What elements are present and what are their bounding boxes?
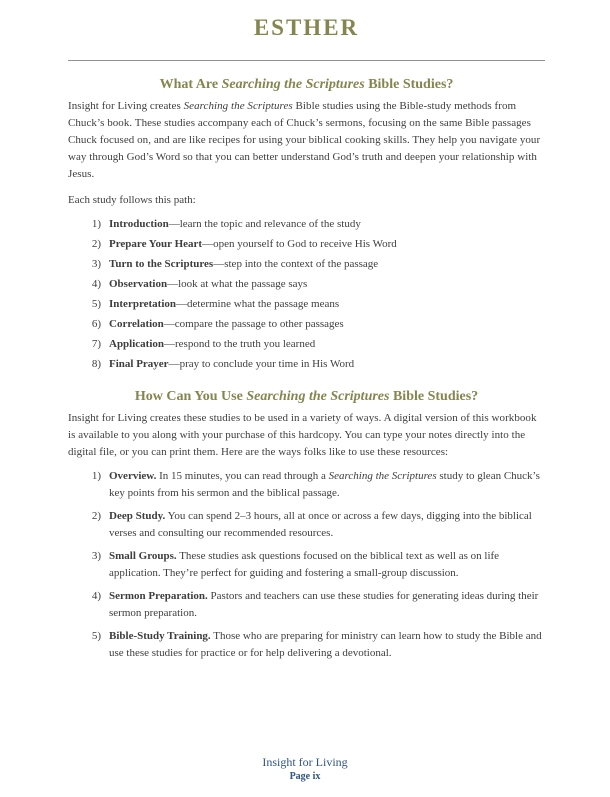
list-item-number: 4) [91, 590, 101, 602]
list-item-number: 3) [91, 550, 101, 562]
section1-paragraph [68, 98, 545, 183]
list-item-description: You can spend 2–3 hours, all at once or across a few days, digging into the biblical verses and consulting our recommended resources. [109, 510, 532, 539]
list-item-term: Correlation [109, 318, 164, 330]
list-item-text [109, 468, 545, 502]
list-item [86, 548, 545, 582]
section2-paragraph [68, 410, 545, 461]
list-item-number: 5) [91, 630, 101, 642]
usage-list [68, 468, 545, 662]
list-item-description-cont: study to glean Chuck’s key points from his sermon and the biblical passage. [109, 470, 540, 499]
list-item-number: 5) [91, 298, 101, 310]
list-item-number: 7) [91, 338, 101, 350]
list-item-text [109, 216, 545, 233]
section1-heading [68, 76, 545, 94]
list-item [86, 276, 545, 293]
footer-ministry-name: Insight for Living [262, 755, 348, 769]
list-item-number: 1) [91, 218, 101, 230]
list-item-description: —compare the passage to other passages [163, 318, 344, 330]
list-item [86, 236, 545, 253]
list-item-term: Turn to the Scriptures [109, 258, 214, 270]
list-item-term: Final Prayer [109, 358, 169, 370]
list-item-text [109, 296, 545, 313]
section2-heading-post: Bible Studies? [389, 389, 479, 404]
list-item-term: Sermon Preparation. [109, 590, 208, 602]
list-item [86, 468, 545, 502]
list-item [86, 588, 545, 622]
list-item-description: —step into the context of the passage [213, 258, 379, 270]
section2-heading [68, 388, 545, 406]
list-item-term: Deep Study. [109, 510, 166, 522]
list-item-text [109, 256, 545, 273]
list-item [86, 216, 545, 233]
list-item-term: Bible-Study Training. [109, 630, 211, 642]
section1-heading-pre: What Are [159, 77, 222, 92]
list-item-text [109, 236, 545, 253]
list-item-description: These studies ask questions focused on the biblical text as well as on life application. They’re perfect for guiding and fostering a small-group discussion. [109, 550, 500, 579]
list-item-number: 4) [91, 278, 101, 290]
section1-heading-series-title: Searching the Scriptures [221, 77, 365, 92]
list-item-term: Small Groups. [109, 550, 177, 562]
section2-heading-pre: How Can You Use [134, 389, 247, 404]
list-item-text [109, 336, 545, 353]
section1-paragraph-pre: Insight for Living creates [68, 100, 184, 112]
list-item-description: Pastors and teachers can use these studies for generating ideas during their sermon preparation. [109, 590, 539, 619]
list-item-number: 3) [91, 258, 101, 270]
list-item-description: —open yourself to God to receive His Word [202, 238, 397, 250]
list-item-term: Introduction [109, 218, 169, 230]
section2-heading-series-title: Searching the Scriptures [246, 389, 390, 404]
list-item-italic-title: Searching the Scriptures [328, 470, 437, 482]
study-steps-list [68, 216, 545, 373]
list-item-text [109, 628, 545, 662]
section1-heading-post: Bible Studies? [364, 77, 454, 92]
section2-paragraph-pre: Insight for Living creates these studies to be used in a variety of ways. A digital version of this workbook is available to you along with your purchase of this hardcopy. You can type your notes directly into the digital file, or you can print them. Here are the ways folks like to use these resources: [68, 412, 537, 458]
list-item-number: 2) [91, 238, 101, 250]
list-item-text [109, 508, 545, 542]
study-path-intro: Each study follows this path: [68, 194, 196, 206]
list-item-number: 1) [91, 470, 101, 482]
list-item [86, 316, 545, 333]
list-item [86, 256, 545, 273]
list-item-term: Application [109, 338, 165, 350]
list-item-text [109, 276, 545, 293]
list-item-term: Interpretation [109, 298, 177, 310]
list-item-term: Observation [109, 278, 168, 290]
section1-paragraph-post: Bible studies using the Bible-study methods from Chuck’s book. These studies accompany each of Chuck’s sermons, focusing on the same Bible passages Chuck focused on, and are like recipes for using your biblical cooking skills. They help you navigate your way through God’s Word so that you can better understand God’s truth and deepen your relationship with Jesus. [68, 100, 541, 180]
list-item-term: Overview. [109, 470, 157, 482]
list-item [86, 296, 545, 313]
list-item-text [109, 316, 545, 333]
list-item [86, 628, 545, 662]
list-item-number: 8) [91, 358, 101, 370]
list-item-description: In 15 minutes, you can read through a [156, 470, 329, 482]
list-item-description: —look at what the passage says [167, 278, 308, 290]
list-item [86, 508, 545, 542]
list-item-description: Those who are preparing for ministry can learn how to study the Bible and use these studies for practice or for help delivering a devotional. [109, 630, 542, 659]
list-item-description: —pray to conclude your time in His Word [168, 358, 355, 370]
book-title: ESTHER [253, 15, 360, 40]
list-item-term: Prepare Your Heart [109, 238, 203, 250]
footer-page-number: Page ix [289, 771, 321, 782]
list-item-description: —determine what the passage means [176, 298, 340, 310]
page-footer [0, 755, 610, 783]
section1-paragraph-series-title: Searching the Scriptures [183, 100, 293, 112]
list-item [86, 356, 545, 373]
list-item-text [109, 548, 545, 582]
list-item-text [109, 588, 545, 622]
list-item [86, 336, 545, 353]
list-item-number: 2) [91, 510, 101, 522]
divider-rule [68, 60, 545, 61]
list-item-description: —learn the topic and relevance of the study [168, 218, 361, 230]
list-item-description: —respond to the truth you learned [164, 338, 316, 350]
list-item-number: 6) [91, 318, 101, 330]
list-item-text [109, 356, 545, 373]
